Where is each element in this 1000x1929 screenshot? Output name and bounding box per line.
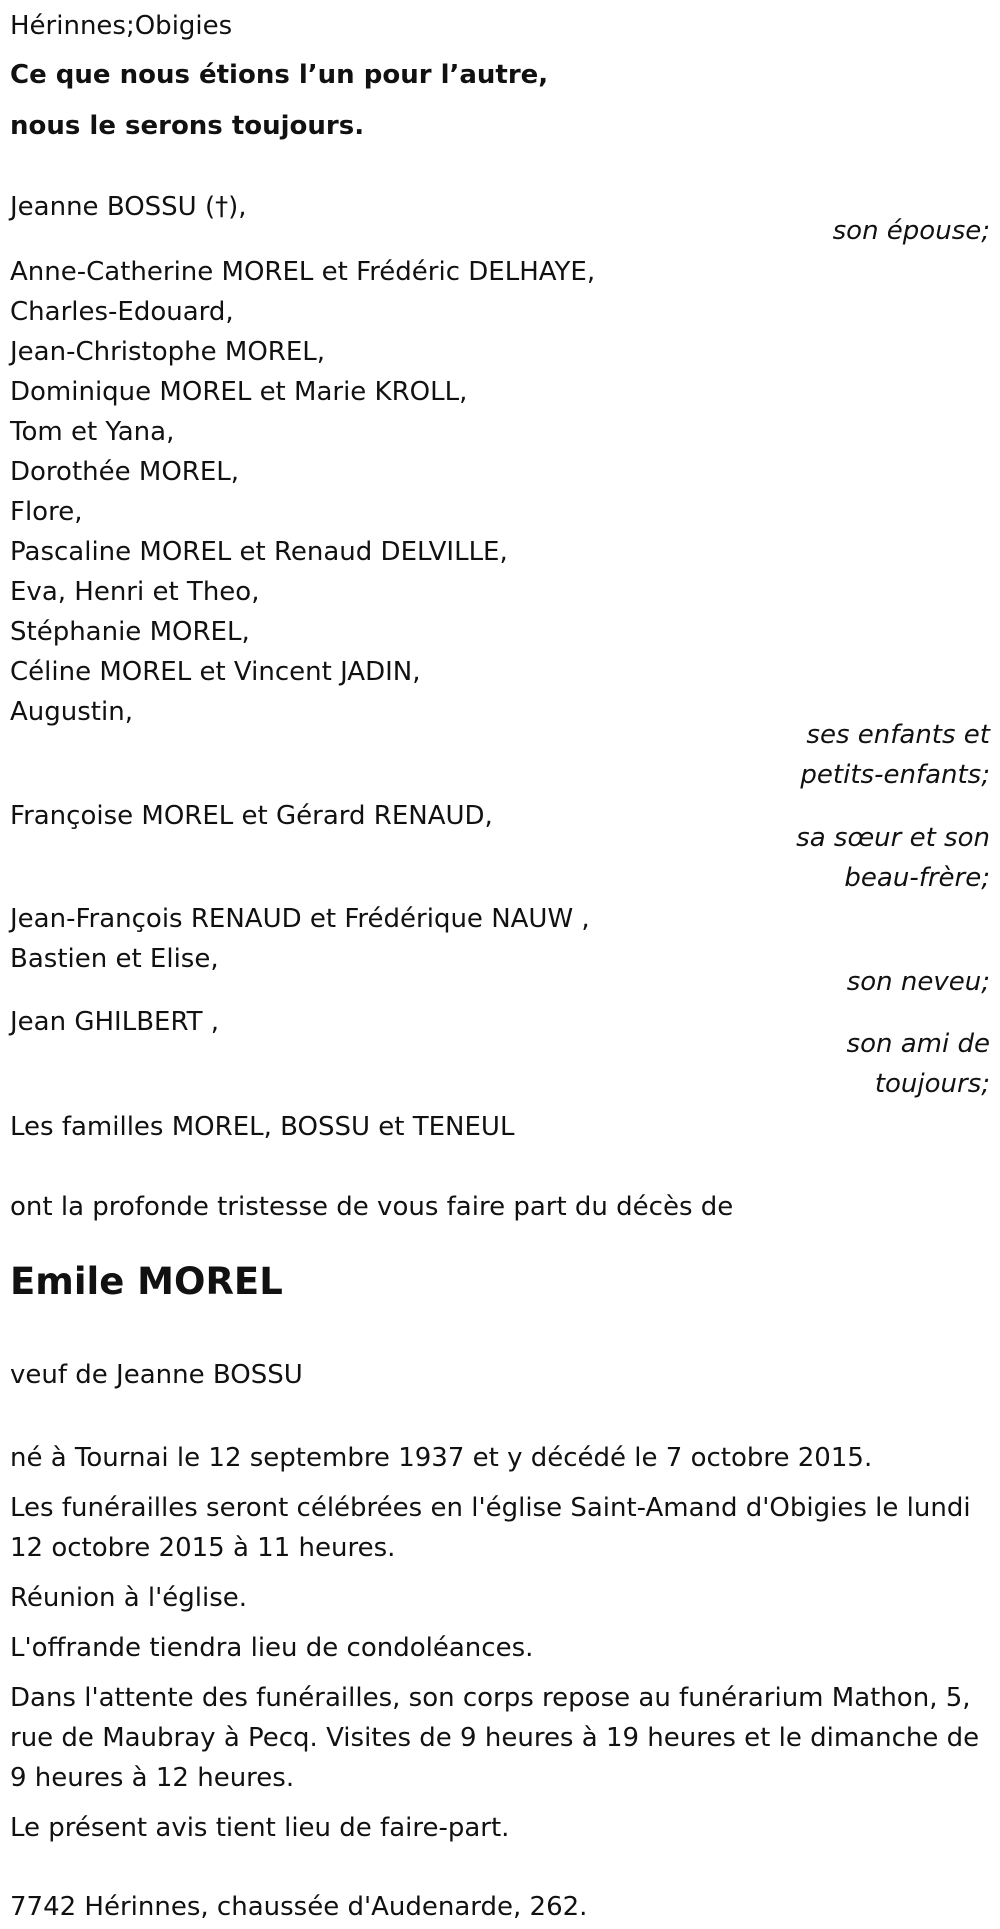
child-line-9: Eva, Henri et Theo, [10,577,260,607]
children-relation-line-2: petits-enfants; [800,760,990,790]
birth-death-line: né à Tournai le 12 septembre 1937 et y décédé le 7 octobre 2015. [10,1443,873,1473]
meeting-line: Réunion à l'église. [10,1583,248,1613]
quote-line-2: nous le serons toujours. [10,111,365,141]
visitation-paragraph: Dans l'attente des funérailles, son corps repose au funérarium Mathon, 5, rue de Maubray à Pecq. Visites de 9 heures à 19 heures et le dimanche de 9 heures à 12 heures. [10,1683,980,1793]
child-line-12: Augustin, [10,697,133,727]
nephew-relation: son neveu; [846,967,990,997]
friend-name: Jean GHILBERT , [10,1007,220,1037]
quote-line-1: Ce que nous étions l’un pour l’autre, [10,60,549,90]
location-line: Hérinnes;Obigies [10,11,233,41]
announcement-intro: ont la profonde tristesse de vous faire part du décès de [10,1192,734,1222]
address-line: 7742 Hérinnes, chaussée d'Audenarde, 262. [10,1892,588,1922]
child-line-4: Dominique MOREL et Marie KROLL, [10,377,468,407]
nephew-line-1: Jean-François RENAUD et Frédérique NAUW , [10,904,590,934]
child-line-8: Pascaline MOREL et Renaud DELVILLE, [10,537,508,567]
notice-line: Le présent avis tient lieu de faire-part. [10,1813,510,1843]
deceased-name: Emile MOREL [10,1260,283,1303]
child-line-2: Charles-Edouard, [10,297,234,327]
child-line-1: Anne-Catherine MOREL et Frédéric DELHAYE, [10,257,596,287]
spouse-name: Jeanne BOSSU (†), [10,192,247,222]
nephew-line-2: Bastien et Elise, [10,944,219,974]
families-line: Les familles MOREL, BOSSU et TENEUL [10,1112,515,1142]
funeral-paragraph: Les funérailles seront célébrées en l'église Saint-Amand d'Obigies le lundi 12 octobre 2015 à 11 heures. [10,1493,971,1563]
sister-relation-line-1: sa sœur et son [796,823,990,853]
child-line-6: Dorothée MOREL, [10,457,240,487]
sister-relation-line-2: beau-frère; [844,863,990,893]
sister-name: Françoise MOREL et Gérard RENAUD, [10,801,493,831]
child-line-5: Tom et Yana, [10,417,175,447]
child-line-11: Céline MOREL et Vincent JADIN, [10,657,421,687]
spouse-relation: son épouse; [832,216,990,246]
child-line-10: Stéphanie MOREL, [10,617,250,647]
offering-line: L'offrande tiendra lieu de condoléances. [10,1633,534,1663]
children-relation-line-1: ses enfants et [806,720,990,750]
friend-relation-line-1: son ami de [846,1029,990,1059]
child-line-7: Flore, [10,497,83,527]
friend-relation-line-2: toujours; [874,1069,990,1099]
child-line-3: Jean-Christophe MOREL, [10,337,326,367]
widower-line: veuf de Jeanne BOSSU [10,1360,303,1390]
